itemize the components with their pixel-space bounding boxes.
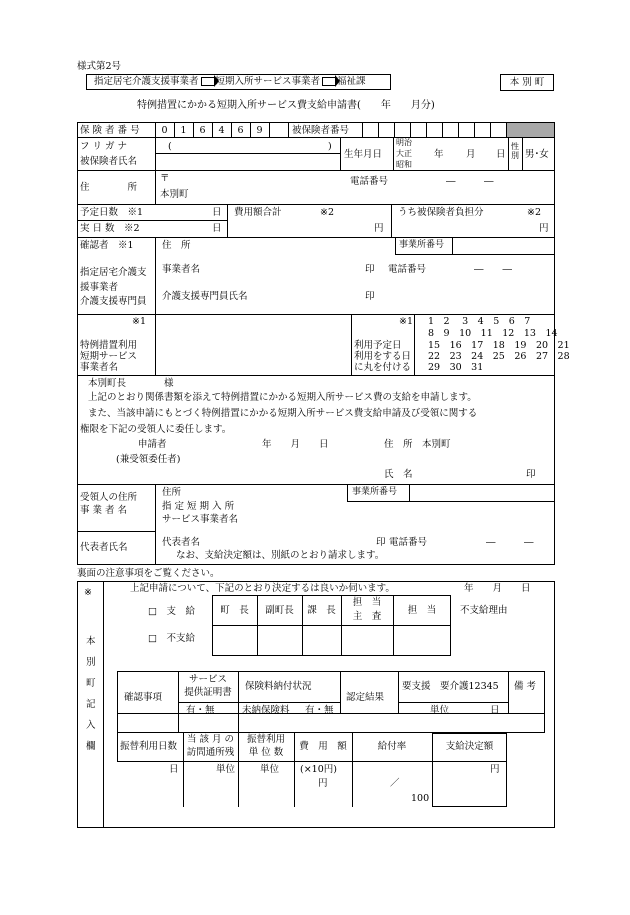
routing-flow [94, 77, 366, 87]
insurer-digit: 6 [199, 125, 206, 136]
facility-label-2: 短期サービス [80, 351, 138, 362]
representative-name: 代表者名 [162, 537, 201, 548]
decision-text: 上記申請について、下記のとおり決定するは良いか伺います。 [130, 583, 395, 594]
facility-label-1: 特例措置利用 [80, 340, 138, 351]
col-cost: 費 用 額 [299, 741, 347, 752]
mark-2: ※2 [320, 207, 335, 218]
declaration-line-1: 上記のとおり関係書類を添えて特例措置にかかる短期入所サービス費の支給を申請します。 [88, 392, 477, 403]
seal-mark: 印 [365, 264, 375, 275]
address-label: 住 所 [80, 182, 138, 193]
postal-mark: 〒 [160, 173, 170, 184]
check-items-label: 確認事項 [124, 692, 163, 703]
unpaid-yes-no: 有・無 [305, 705, 334, 716]
col-visits-1: 当 該 月 の [186, 734, 235, 745]
seal-mark: 印 [526, 469, 536, 480]
applicant-address: 住 所 本別町 [384, 439, 451, 450]
office-vertical-5: 入 [86, 720, 96, 731]
town-name: 本 別 町 [509, 77, 545, 88]
page-title: 特例措置にかかる短期入所サービス費支給申請書( 年 月分) [137, 100, 435, 111]
office-vertical-1: 本 [86, 636, 96, 647]
service-cert-1: サービス [188, 674, 227, 685]
era-showa: 昭和 [396, 160, 412, 169]
cert-yes-no: 有・無 [186, 705, 215, 716]
insurer-digit: 9 [256, 125, 263, 136]
phone-label: 電話番号 [389, 537, 428, 548]
recipient-address: 住所 [162, 487, 182, 498]
value-day: 日 [169, 764, 179, 775]
day-numbers-row-1: 1 2 3 4 5 6 7 [428, 316, 531, 327]
insurer-digit: 0 [161, 125, 168, 136]
day-numbers-row-5: 29 30 31 [428, 362, 484, 373]
address-value: 本別町 [160, 189, 189, 200]
applicant-name-label: 氏 名 [384, 469, 413, 480]
phone-dashes: ― ― [446, 176, 494, 187]
no-pay-reason: 不支給理由 [460, 605, 508, 616]
value-unit-1: 単位 [216, 764, 236, 775]
phone-label: 電話番号 [350, 176, 389, 187]
option-pay[interactable]: □ 支 給 [148, 606, 195, 617]
recipient-label-1: 受領人の住所 [80, 492, 138, 503]
office-vertical-3: 町 [86, 678, 96, 689]
day-unit: 日 [212, 223, 222, 234]
use-label-3: に丸を付ける [354, 362, 412, 373]
mark-1: ※1 [399, 316, 414, 327]
routing-step-2: 短期入所サービス事業者 [215, 76, 321, 87]
recipient-office-number: 事業所番号 [352, 487, 398, 497]
proxy-label: (兼受領委任者) [116, 454, 181, 465]
phone-label: 電話番号 [388, 264, 427, 275]
unit-label: 単位 [430, 705, 450, 716]
value-100: 100 [411, 793, 430, 804]
shaded-cell [507, 123, 554, 137]
approver-deputy: 副町長 [265, 605, 294, 616]
era-meiji: 明治 [396, 138, 412, 147]
back-note: 裏面の注意事項をご覧ください。 [77, 568, 220, 579]
applicant-label: 申請者 [138, 439, 167, 450]
value-unit-2: 単位 [260, 764, 280, 775]
addressee: 本別町長 様 [88, 378, 174, 389]
confirmer-address: 住 所 [162, 240, 191, 251]
day-label: 日 [490, 705, 500, 716]
birth-day: 日 [496, 149, 506, 160]
decision-date: 年 月 日 [464, 583, 531, 594]
day-numbers-row-3: 15 16 17 18 19 20 21 [428, 340, 570, 351]
burden-label: うち被保険者負担分 [398, 207, 484, 218]
form-number: 様式第2号 [77, 61, 122, 72]
use-label-1: 利用予定日 [354, 340, 402, 351]
approver-chief: 課 長 [307, 605, 336, 616]
birth-month: 月 [466, 149, 476, 160]
col-rate: 給付率 [377, 741, 407, 752]
declaration-line-3: 権限を下記の受領人に委任します。 [80, 424, 232, 435]
facility-label-3: 事業者名 [80, 362, 119, 373]
declaration-line-2: また、当該申請にもとづく特例措置にかかる短期入所サービス費支給申請及び受領に関する [88, 408, 478, 419]
arrow-right-icon [322, 77, 335, 86]
value-cost-unit: (×10円) [300, 764, 337, 775]
representative-label: 代表者氏名 [80, 542, 128, 553]
premium-status: 保険料納付状況 [245, 681, 312, 692]
business-name-label: 事業者名 [162, 264, 201, 275]
mark-2: ※2 [527, 207, 542, 218]
seal-mark: 印 [365, 291, 375, 302]
facility-line-1: 指 定 短 期 入 所 [162, 501, 235, 512]
approver-supervisor-2: 主 査 [352, 611, 382, 622]
day-numbers-row-2: 8 9 10 11 12 13 14 [428, 328, 558, 339]
recipient-label-2: 事 業 者 名 [80, 505, 128, 516]
col-units-1: 振替利用 [246, 734, 285, 745]
option-no-pay[interactable]: □ 不支給 [148, 633, 195, 644]
care-level: 要支援 要介護12345 [402, 681, 499, 692]
remarks-label: 備 考 [514, 681, 537, 692]
col-visits-2: 訪問通所残 [186, 747, 235, 758]
facility-line-2: サービス事業者名 [162, 514, 239, 525]
scheduled-days-label: 予定日数 ※1 [80, 207, 144, 218]
approver-mayor: 町 長 [220, 605, 249, 616]
unpaid-premium: 未納保険料 [242, 705, 290, 716]
era-taisho: 大正 [396, 149, 412, 158]
org-label-2: 援事業者 [80, 282, 119, 293]
total-cost-label: 費用額合計 [234, 207, 282, 218]
routing-step-3: 福祉課 [337, 76, 366, 87]
insurer-digit: 6 [237, 125, 244, 136]
seal-mark: 印 [376, 537, 386, 548]
name-label: 被保険者氏名 [80, 156, 138, 167]
col-days: 振替利用日数 [120, 741, 178, 752]
office-vertical-6: 欄 [86, 741, 96, 752]
day-unit: 日 [212, 207, 222, 218]
office-vertical-4: 記 [86, 699, 96, 710]
arrow-right-icon [201, 77, 214, 86]
value-yen: 円 [490, 764, 500, 775]
approver-staff: 担 当 [407, 605, 437, 616]
mark-1: ※1 [132, 316, 147, 327]
insured-number-label: 被保険者番号 [292, 125, 350, 136]
insurer-digit: 1 [180, 125, 187, 136]
billing-note: なお、支給決定額は、別紙のとおり請求します。 [176, 550, 385, 561]
yen-unit: 円 [539, 223, 549, 234]
col-units-2: 単 位 数 [248, 747, 284, 758]
sex-value: 男･女 [525, 149, 549, 160]
actual-days-label: 実 日 数 ※2 [80, 223, 140, 234]
birthdate-label: 生年月日 [344, 149, 383, 160]
col-amount: 支給決定額 [445, 741, 494, 752]
paren-open: ( [168, 141, 172, 152]
office-number-label: 事業所番号 [399, 240, 445, 250]
service-cert-2: 提供証明書 [184, 687, 232, 698]
sex-label: 性別 [511, 142, 519, 160]
phone-dashes: ― ― [474, 264, 513, 275]
application-date: 年 月 日 [262, 439, 329, 450]
value-cost-yen: 円 [318, 778, 328, 789]
furigana-label: フ リ ガ ナ [80, 141, 128, 152]
approver-supervisor-1: 担 当 [352, 597, 382, 608]
insurer-number-label: 保 険 者 番 号 [80, 125, 140, 136]
certification-result: 認定結果 [346, 692, 385, 703]
routing-step-1: 指定居宅介護支援事業者 [94, 76, 199, 87]
day-numbers-row-4: 22 23 24 25 26 27 28 [428, 351, 570, 362]
org-label-3: 介護支援専門員 [80, 296, 147, 307]
confirmer-label: 確認者 ※1 [80, 240, 134, 251]
asterisk-mark: ※ [84, 587, 92, 598]
org-label-1: 指定居宅介護支 [80, 267, 147, 278]
paren-close: ) [328, 141, 332, 152]
use-label-2: 利用をする日 [354, 351, 412, 362]
insurer-digit: 4 [218, 125, 225, 136]
yen-unit: 円 [374, 223, 384, 234]
value-slash: ／ [390, 778, 400, 789]
birth-year: 年 [434, 149, 444, 160]
care-manager-label: 介護支援専門員氏名 [162, 291, 248, 302]
phone-dashes: ― ― [486, 537, 534, 548]
office-vertical-2: 別 [86, 657, 96, 668]
